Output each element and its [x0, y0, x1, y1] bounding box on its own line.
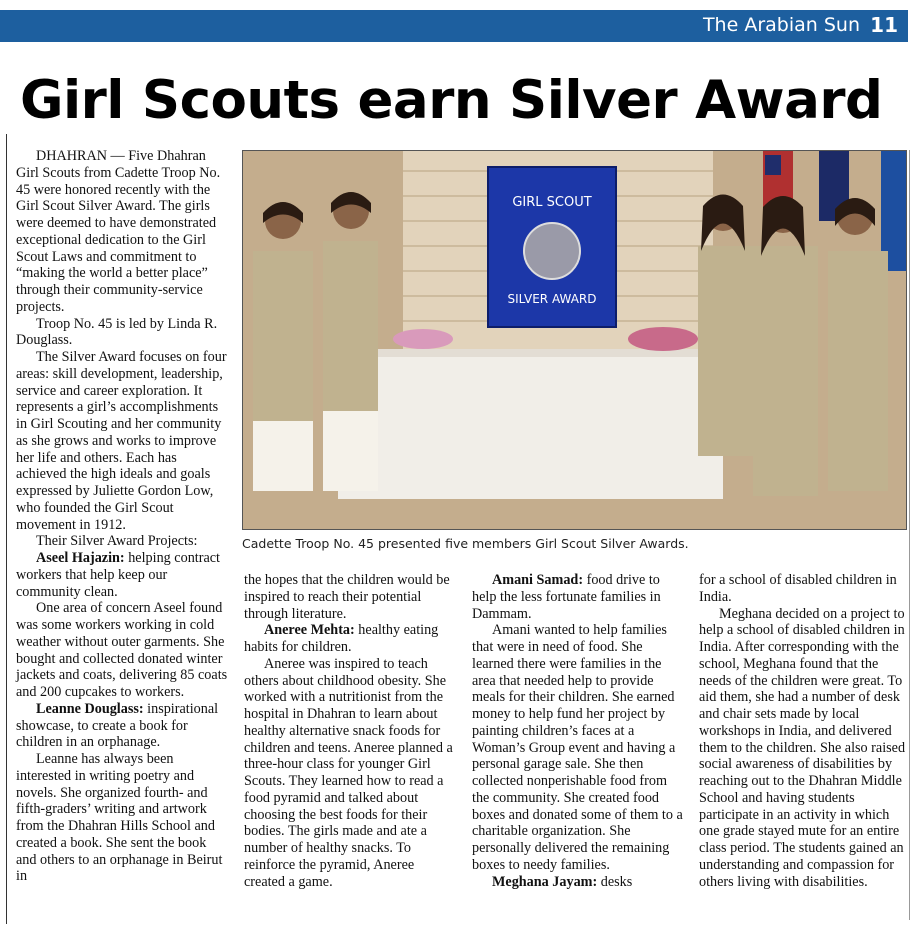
paragraph	[472, 572, 686, 622]
publication-name: The Arabian Sun	[702, 14, 860, 36]
scout-name: Aseel Hajazin:	[36, 550, 125, 566]
paragraph: The Silver Award focuses on four areas: skill development, leadership, service and career exploration. It represents a girl’s accomplishments in Girl Scouting and her community as she grows and works to improve her life and others. Each has achieved the high ideals and goals expressed by Juliette Gordon Low, who founded the Girl Scout movement in 1912.	[16, 349, 227, 533]
scout-name: Aneree Mehta:	[264, 622, 355, 639]
masthead-bar	[0, 10, 908, 42]
scout-name: Amani Samad:	[492, 572, 584, 588]
project-text: healthy eating habits for children.	[244, 622, 439, 655]
right-column-rule	[909, 150, 910, 920]
paragraph: Leanne has always been interested in writing poetry and novels. She organized fourth- and fifth-graders’ writing and artwork from the Dhahran Hills School and created a book. She sent the book and others to an orphanage in Beirut in	[16, 751, 223, 885]
paragraph	[472, 874, 686, 891]
left-column-rule	[6, 134, 7, 924]
paragraph: One area of concern Aseel found was some workers working in cold weather without outer garments. She bought and collected donated winter jackets and coats, delivering 85 coats and 200 cupcakes to workers.	[16, 600, 228, 700]
paragraph: Their Silver Award Projects:	[36, 533, 198, 550]
paragraph	[16, 550, 229, 600]
paragraph	[244, 622, 458, 656]
paragraph: Aneree was inspired to teach others about childhood obesity. She worked with a nutritionist from the hospital in Dhahran to learn about healthy alternative snack foods for children and teens. Aneree planned a three-hour class for younger Girl Scouts. They learned how to read a food pyramid and talked about choosing the best foods for their bodies. The girls made and ate a number of healthy snacks. To reinforce the pyramid, Aneree created a game.	[244, 655, 453, 890]
paragraph: Amani wanted to help families that were in need of food. She learned there were families in the area that needed help to provide meals for their children. She earned money to help fund her project by painting children’s faces at a Woman’s Group event and having a personal garage sale. She then collected nonperishable food from the community. She created food boxes and donated some of them to a charitable organization. She personally delivered the remaining boxes to needy families.	[472, 622, 683, 873]
project-text: desks	[597, 873, 633, 890]
scout-name: Meghana Jayam:	[492, 873, 598, 890]
article-column-2	[244, 572, 458, 890]
troop-photo-illustration	[243, 151, 907, 530]
project-text: inspirational showcase, to create a book for children in an orphanage.	[16, 700, 219, 751]
headline: Girl Scouts earn Silver Award	[20, 70, 883, 131]
banner-title-text: GIRL SCOUT	[512, 195, 592, 210]
paragraph: Troop No. 45 is led by Linda R. Douglass.	[16, 315, 218, 349]
paragraph: DHAHRAN — Five Dhahran Girl Scouts from Cadette Troop No. 45 were honored recently with the Girl Scout Silver Award. The girls were deemed to have demonstrated exceptional dedication to the Girl Scout Laws and commitment to “making the world a better place” through their community-service projects.	[16, 148, 221, 315]
photo	[242, 150, 907, 530]
paragraph: Meghana decided on a project to help a school of disabled children in India. After corresponding with the school, Meghana found that the needs of the children were great. To aid them, she had a number of desk and chair sets made by local workshops in India, and delivered them to the children. She also raised social awareness of disabilities by reaching out to the Dhahran Middle School and having students participate in an activity in which one grade stayed mute for an entire class period. The students gained an understanding and compassion for others living with disabilities.	[699, 605, 906, 890]
paragraph	[16, 701, 229, 751]
paragraph: for a school of disabled children in India.	[699, 572, 897, 605]
paragraph: the hopes that the children would be inspired to reach their potential through literature.	[244, 572, 450, 622]
page-number: 11	[870, 13, 898, 37]
photo-caption: Cadette Troop No. 45 presented five members Girl Scout Silver Awards.	[242, 536, 689, 551]
project-text: food drive to help the less fortunate families in Dammam.	[472, 572, 661, 622]
article-column-3	[472, 572, 686, 890]
project-text: helping contract workers that help keep our community clean.	[16, 550, 220, 600]
article-column-1	[16, 148, 229, 885]
article-column-4	[699, 572, 907, 890]
banner-subtitle-text: SILVER AWARD	[507, 292, 597, 306]
scout-name: Leanne Douglass:	[36, 700, 144, 717]
